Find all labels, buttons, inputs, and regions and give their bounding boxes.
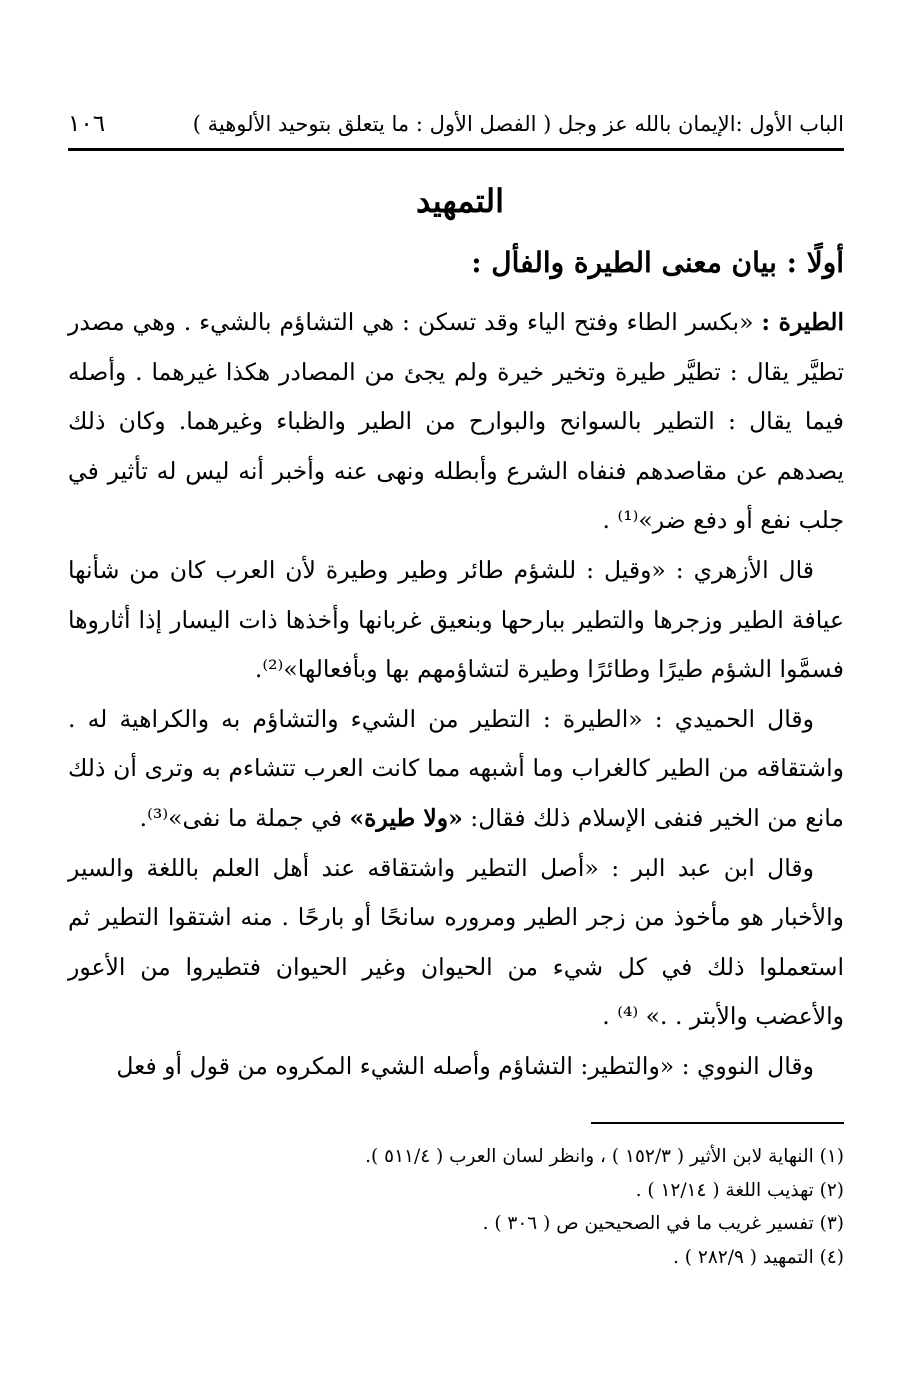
footnote-3: (٣) تفسير غريب ما في الصحيحين ص ( ٣٠٦ ) . (482, 1213, 844, 1235)
footnotes (68, 1140, 844, 1274)
footnote-1: (١) النهاية لابن الأثير ( ١٥٢/٣ ) ، وانظر لسان العرب ( ٥١١/٤ ). (365, 1146, 844, 1167)
running-title: الباب الأول :الإيمان بالله عز وجل ( الفصل الأول : ما يتعلق بتوحيد الألوهية ) (192, 112, 844, 136)
term-lead: الطيرة : (761, 308, 844, 336)
section-title: التمهيد (416, 182, 504, 220)
paragraph-ibn-abd-albarr: وقال ابن عبد البر : «أصل التطير واشتقاقه عند أهل العلم باللغة والسير والأخبار هو مأخوذ من زجر الطير ومروره سانحًا أو بارحًا . منه اشتقوا التطير ثم استعملوا ذلك في كل شيء من الحيوان وغير الحيوان فتطيروا من الأعور والأعضب والأبتر . .» ⁽⁴⁾ . (68, 853, 844, 1031)
paragraph-text: وقال الحميدي : «الطيرة : التطير من الشيء والتشاؤم به والكراهية له . واشتقاقه من الطير كالغراب وما أشبهه مما كانت العرب تتشاءم به وترى أن ذلك مانع من الخير فنفى الإسلام ذلك فقال: (68, 704, 844, 832)
footnote-2: (٢) تهذيب اللغة ( ١٢/١٤ ) . (635, 1179, 844, 1201)
paragraph-humaidi (68, 695, 844, 844)
paragraph-tiyara (68, 298, 844, 546)
running-header (68, 102, 844, 146)
paragraph-text: «بكسر الطاء وفتح الياء وقد تسكن : هي التشاؤم بالشيء . وهي مصدر تطيَّر يقال : تطيَّر طيرة وتخير خيرة ولم يجئ من المصادر هكذا غيرهما . وأصله فيما يقال : التطير بالسوانح والبوارح من الطير والظباء وغيرهما. وكان ذلك يصدهم عن مقاصدهم فنفاه الشرع وأبطله ونهى عنه وأخبر أنه ليس له تأثير في جلب نفع أو دفع ضر»⁽¹⁾ . (68, 308, 844, 535)
footnote-4: (٤) التمهيد ( ٢٨٢/٩ ) . (673, 1246, 844, 1268)
hadith-quote: «ولا طيرة» (349, 803, 463, 832)
footnote-divider (591, 1122, 844, 1124)
section-subtitle: أولًا : بيان معنى الطيرة والفأل : (471, 246, 844, 279)
page-number: ١٠٦ (68, 111, 106, 137)
main-text (68, 298, 844, 1092)
paragraph-text: في جملة ما نفى»⁽³⁾. (139, 803, 350, 832)
paragraph-azhari: قال الأزهري : «وقيل : للشؤم طائر وطير وطيرة لأن العرب كان من شأنها عيافة الطير وزجرها والتطير ببارحها وبنعيق غربانها وأخذها ذات اليسار إذا أثاروها فسمَّوا الشؤم طيرًا وطائرًا وطيرة لتشاؤمهم بها وبأفعالها»⁽²⁾. (68, 555, 844, 684)
header-divider (68, 148, 844, 151)
paragraph-nawawi: وقال النووي : «والتطير: التشاؤم وأصله الشيء المكروه من قول أو فعل (116, 1051, 814, 1080)
